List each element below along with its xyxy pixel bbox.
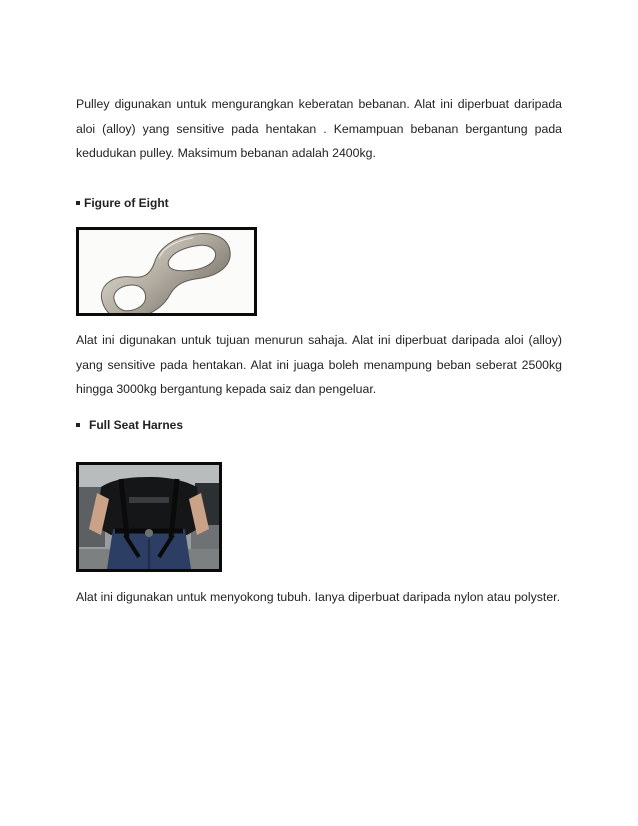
harness-photo-icon xyxy=(79,465,219,569)
figure-eight-heading-label: Figure of Eight xyxy=(84,196,169,210)
full-seat-harness-image xyxy=(76,462,222,572)
harness-heading xyxy=(76,417,183,433)
harness-heading-label: Full Seat Harnes xyxy=(89,418,184,432)
pulley-description: Pulley digunakan untuk mengurangkan keberatan bebanan. Alat ini diperbuat daripada aloi (alloy) yang sensitive pada hentakan . Kemampuan bebanan bergantung pada kedudukan pulley. Maksimum bebanan adalah 2400kg. xyxy=(76,97,562,160)
square-bullet-icon xyxy=(76,201,80,205)
figure-eight-description: Alat ini digunakan untuk tujuan menurun sahaja. Alat ini diperbuat daripada aloi (alloy) yang sensitive pada hentakan. Alat ini juaga boleh menampung beban seberat 2500kg hingga 3000kg bergantung kepada saiz dan pengeluar. xyxy=(76,333,562,396)
figure-eight-heading xyxy=(76,195,169,211)
square-bullet-icon xyxy=(76,423,80,427)
figure-eight-image xyxy=(76,227,257,316)
figure-eight-descender-icon xyxy=(79,230,254,313)
harness-description: Alat ini digunakan untuk menyokong tubuh. Ianya diperbuat daripada nylon atau polyster. xyxy=(76,590,561,604)
